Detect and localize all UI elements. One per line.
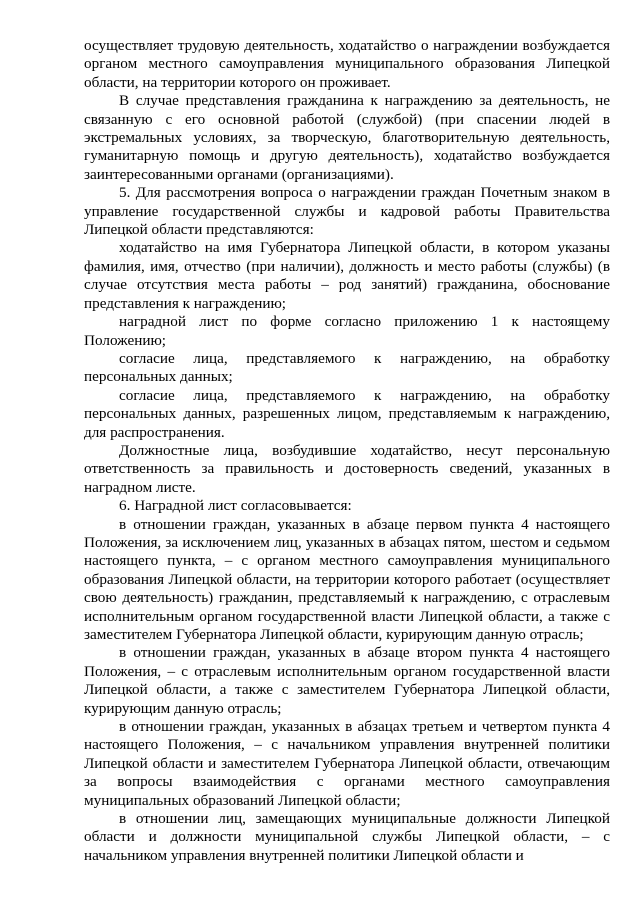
paragraph-consent-distribution: согласие лица, представляемого к награждению, на обработку персональных данных, разрешенных лицом, представляемым к награждению, для распространения. [84,386,610,441]
paragraph-consent-processing: согласие лица, представляемого к награждению, на обработку персональных данных; [84,349,610,386]
paragraph-nomination-other-activity: В случае представления гражданина к награждению за деятельность, не связанную с его основной работой (службой) (при спасении людей в экстремальных условиях, за творческую, благотворительную деятельность, гуманитарную помощь и другую деятельность), ходатайство возбуждается заинтересованными органами (организациями). [84,92,610,183]
paragraph-item-6: 6. Наградной лист согласовывается: [119,497,352,515]
document-page [84,37,610,865]
paragraph-petition: ходатайство на имя Губернатора Липецкой области, в котором указаны фамилия, имя, отчество (при наличии), должность и место работы (службы) (в случае отсутствия места работы – род занятий) гражданина, обоснование представления к награждению; [84,239,610,312]
paragraph-approval-second: в отношении граждан, указанных в абзаце втором пункта 4 настоящего Положения, – с отраслевым исполнительным органом государственной власти Липецкой области, а также с заместителем Губернатора Липецкой области, курирующим данную отрасль; [84,644,610,717]
paragraph-approval-first: в отношении граждан, указанных в абзаце первом пункта 4 настоящего Положения, за исключением лиц, указанных в абзацах пятом, шестом и седьмом настоящего пункта, – с органом местного самоуправления муниципального образования Липецкой области, на территории которого работает (осуществляет свою деятельность) гражданин, представляемый к награждению, с отраслевым исполнительным органом государственной власти Липецкой области, а также с заместителем Губернатора Липецкой области, курирующим данную отрасль; [84,515,610,643]
paragraph-item-5: 5. Для рассмотрения вопроса о награждении граждан Почетным знаком в управление государственной службы и кадровой работы Правительства Липецкой области представляются: [84,184,610,239]
paragraph-responsibility: Должностные лица, возбудившие ходатайство, несут персональную ответственность за правильность и достоверность сведений, указанных в наградном листе. [84,441,610,496]
paragraph-approval-municipal: в отношении лиц, замещающих муниципальные должности Липецкой области и должности муниципальной службы Липецкой области, – с начальником управления внутренней политики Липецкой области и [84,810,610,864]
paragraph-continuation: осуществляет трудовую деятельность, ходатайство о награждении возбуждается органом местного самоуправления муниципального образования Липецкой области, на территории которого он проживает. [84,37,610,91]
paragraph-approval-third-fourth: в отношении граждан, указанных в абзацах третьем и четвертом пункта 4 настоящего Положения, – с начальником управления внутренней политики Липецкой области и заместителем Губернатора Липецкой области, отвечающим за вопросы взаимодействия с органами местного самоуправления муниципальных образований Липецкой области; [84,718,610,809]
paragraph-award-sheet: наградной лист по форме согласно приложению 1 к настоящему Положению; [84,313,610,349]
